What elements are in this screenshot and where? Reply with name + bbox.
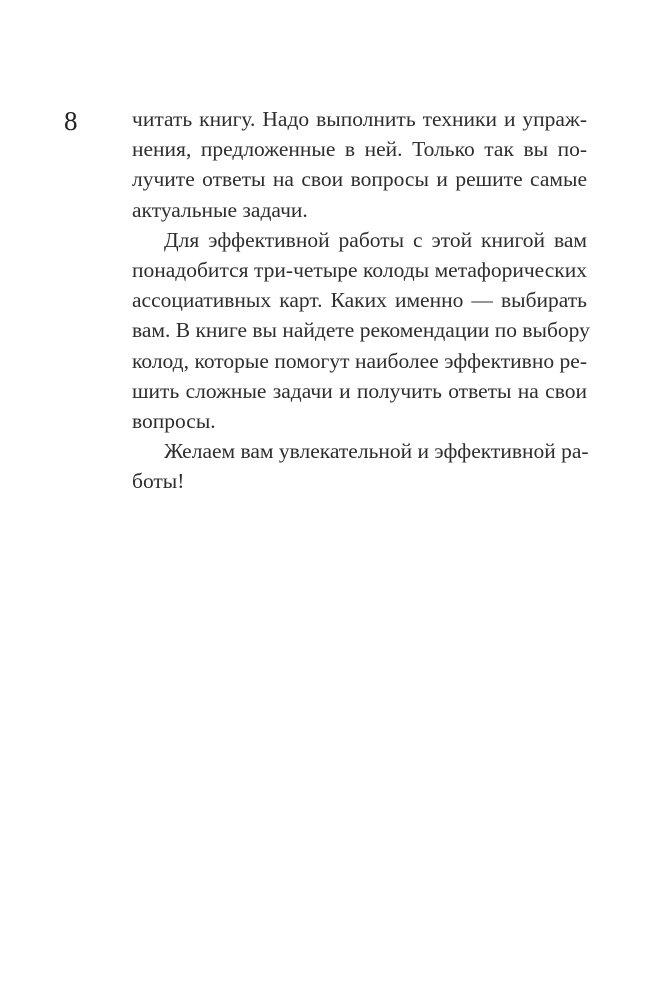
text-line: лучите ответы на свои вопросы и решите самые — [132, 167, 587, 192]
text-line: вопросы. — [132, 408, 216, 433]
paragraph-1 — [132, 104, 587, 225]
text-line: боты! — [132, 469, 185, 494]
text-line: актуальные задачи. — [132, 197, 308, 222]
paragraph-2 — [132, 225, 590, 436]
paragraph-3 — [132, 436, 587, 496]
body-text — [132, 104, 590, 496]
text-line: Желаем вам увлекательной и эффективной ра- — [164, 439, 589, 464]
page-number: 8 — [64, 106, 78, 136]
text-line: понадобится три-четыре колоды метафорических — [132, 257, 587, 282]
text-line: читать книгу. Надо выполнить техники и упраж- — [132, 107, 587, 131]
text-line: нения, предложенные в ней. Только так вы по- — [132, 137, 587, 162]
text-line: шить сложные задачи и получить ответы на свои — [132, 378, 587, 403]
text-line: колод, которые помогут наиболее эффективно ре- — [132, 348, 587, 373]
text-line: вам. В книге вы найдете рекомендации по выбору — [132, 318, 590, 343]
text-line: Для эффективной работы с этой книгой вам — [164, 227, 587, 252]
text-line: ассоциативных карт. Каких именно — выбирать — [132, 288, 587, 313]
